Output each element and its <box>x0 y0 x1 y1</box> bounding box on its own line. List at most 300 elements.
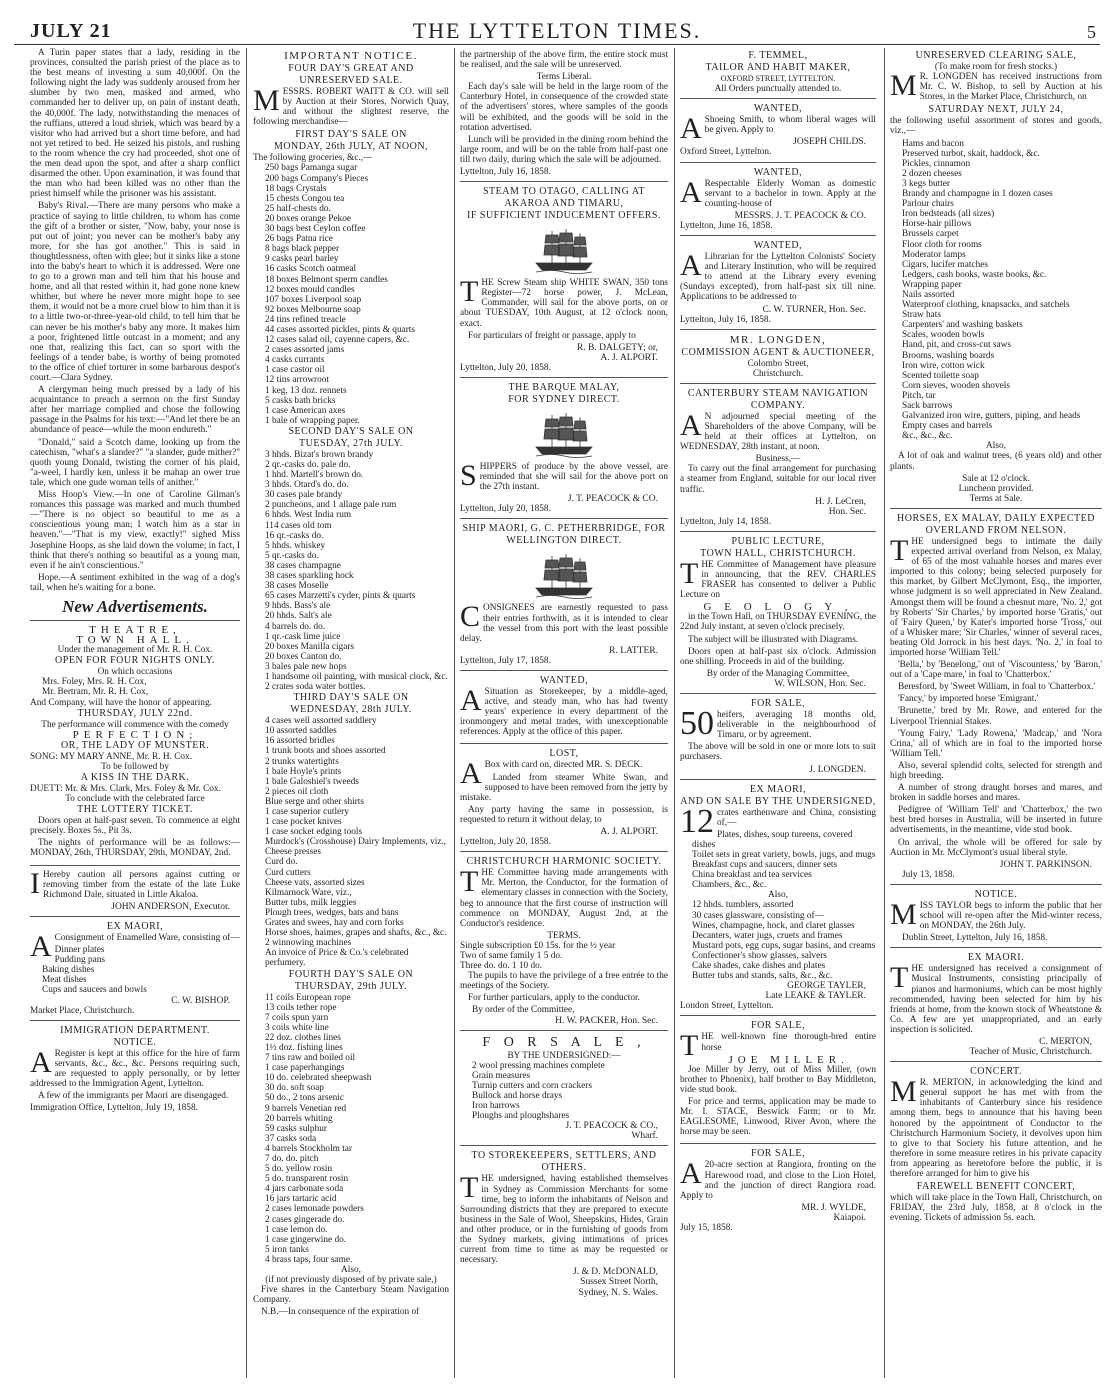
ad-line: Five shares in the Canterbury Steam Navigation Company. <box>253 1285 449 1306</box>
ad-line: THIRD DAY'S SALE ON <box>293 692 409 704</box>
drop-cap: T <box>460 275 479 309</box>
drop-cap: T <box>680 556 699 590</box>
ad-subtitle: BY THE UNDERSIGNED:— <box>507 1050 621 1061</box>
list-item: 13 coils tether rope <box>265 1002 337 1013</box>
ad-body: Respectable Elderly Woman as domestic servant to a bachelor in town. Apply at the counting-house of <box>704 178 876 209</box>
ad-subtitle: NOTICE. <box>113 1036 157 1048</box>
ad-title: UNRESERVED CLEARING SALE, <box>915 50 1077 61</box>
ad-line: PERFECTION; <box>72 728 198 741</box>
ad-line: The nights of performance will be as follows:—MONDAY, 26th, THURSDAY, 29th, MONDAY, 2nd. <box>30 838 240 859</box>
ad-line: Sale at 12 o'clock. <box>962 473 1030 484</box>
list-item: 10 do. celebrated sheepwash <box>265 1073 372 1084</box>
ad-title: IMPORTANT NOTICE. <box>284 50 418 62</box>
list-item: 11 coils European rope <box>265 992 351 1003</box>
list-item: Grates and swees, hay and corn forks <box>265 918 404 929</box>
ad-body: in the Town Hall, on THURSDAY EVENING, the 22nd July instant, at seven o'clock precisely. <box>680 612 876 633</box>
ad-line: Lyttelton, June 16, 1858. <box>680 220 773 231</box>
ad-title: TO STOREKEEPERS, SETTLERS, AND OTHERS. <box>471 1150 657 1174</box>
list-item: 1 hhd. Martell's brown do. <box>265 470 364 481</box>
list-item: 7 do. do. pitch <box>265 1154 319 1164</box>
list-item: 2 cases assorted jams <box>265 345 345 356</box>
list-item: 20 barrels whiting <box>265 1113 333 1124</box>
list-item: 200 bags Company's Pieces <box>265 173 369 184</box>
ad-line: OR, THE LADY OF MUNSTER. <box>60 739 210 751</box>
ad-body: Librarian for the Lyttelton Colonists' Society and Literary Institution, who will be required to attend at the Library every evening (Sundays excepted), from half-past six till nine. Applications to be addressed to <box>680 252 876 303</box>
news-item: Baby's Rival.—There are many persons who make a practice of saying to little children, to whom has come the gift of a brother or sister, "Now, baby, your nose is put out of joint; you never can be mother's baby any more, for she has got another." This is said in thoughtlessness, often with glee; but it sinks like a stone into the baby's heart to which it is addressed. Were one to go to a grown man and tell him that his house and home, and all that rested within it, had gone none knew whither, but where he never more might hope to see them, it would not be a more cruel blow to him than it is to a little two-or-three-year-old child, to tell him that he can never be his mother's baby any more. It makes him a poor, frightened little outcast in a moment; and any one that, realizing this fact, can so sport with the feelings of a tender babe, is worthy of being promoted to the office of chief torturer in some barbarous despot's court.—Clara Sydney. <box>30 201 240 383</box>
ad-signature: H. J. LeCren, <box>815 496 866 507</box>
drop-cap: A <box>460 684 482 717</box>
goods-list <box>890 139 1102 442</box>
list-item: 12 tins arrowroot <box>265 375 330 386</box>
ad-body: 20-acre section at Rangiora, fronting on the Harewood road, and close to the Lion Hotel, and the junction of direct Rangiora road. Apply to <box>680 1160 876 1201</box>
list-item: 5 do. transparent rosin <box>265 1174 349 1185</box>
list-item: 9 hhds. Bass's ale <box>265 601 331 612</box>
steam-otago-ad <box>460 184 668 378</box>
ad-signature: MESSRS. J. T. PEACOCK & CO. <box>734 210 866 221</box>
list-item: 5 iron tanks <box>265 1244 309 1255</box>
list-item: 50 do., 2 tons arsenic <box>265 1093 345 1104</box>
list-item: 9 casks pearl barley <box>265 254 339 265</box>
ad-line: Sussex Street North, <box>580 1277 658 1288</box>
ad-line: FAREWELL BENEFIT CONCERT, <box>916 1181 1076 1193</box>
drop-cap: C <box>460 600 481 634</box>
ad-body: R. LONGDEN has received instructions from Mr. C. W. Bishop, to sell by Auction at his Stores, in the Market Place, Christchurch, on <box>919 72 1102 103</box>
waitt-sale-ad <box>253 48 449 1324</box>
ad-line: Christchurch. <box>752 368 804 379</box>
list-item: 15 chests Congou tea <box>265 193 345 204</box>
ad-body: Shoeing Smith, to whom liberal wages will be given. Apply to <box>704 115 876 136</box>
news-item: A Turin paper states that a lady, residing in the provinces, consulted the parish priest of the place as to the best means of investing a sum 40,000f. On the following night the lady was suddenly aroused from her slumber by two men, masked and armed, who commanded her to deliver up, on pain of instant death, the 40,000f. The lady, notwithstanding the menaces of the ruffians, uttered a loud shriek, which was heard by a visitor who had arrived but a short time before, and had not yet retired to bed. He seized his pistols, and rushing to the room whence the cry had proceeded, shot one of the men dead upon the spot, and after a sharp conflict disarmed the other. Upon examination, it was found that the man who had been killed was no other than the priest himself while the prisoner was his assistant. <box>30 48 240 200</box>
drop-cap: A <box>680 175 702 209</box>
ad-body: The subject will be illustrated with Diagrams. <box>688 634 859 645</box>
ad-line: Lyttelton, July 20, 1858. <box>460 362 551 373</box>
ad-line: FOURTH DAY'S SALE ON <box>288 968 414 980</box>
list-item: Hams and bacon <box>902 138 964 149</box>
list-item: Galvanized iron wire, gutters, piping, and heads <box>902 411 1081 422</box>
list-item: 7 tins raw and boiled oil <box>265 1053 356 1064</box>
list-item: 2 cases lemonade powders <box>265 1204 364 1215</box>
ad-line: THURSDAY, JULY 22nd. <box>77 707 193 719</box>
list-item: 2 trunks watertights <box>265 756 339 767</box>
drop-cap: T <box>890 961 909 995</box>
drop-cap: M <box>890 897 917 931</box>
ad-signature: JOHN T. PARKINSON. <box>999 859 1092 870</box>
drop-cap: M <box>253 84 280 117</box>
enamelled-ware-ad <box>30 919 240 1021</box>
list-item: 4 barrels Stockholm tar <box>265 1143 353 1154</box>
ad-body: HE Committee having made arrangements with Mr. Merton, the Conductor, for the formation of elementary classes in connection with the Society, beg to announce that the first course of instruction will commence on MONDAY, August 2nd, at the Conductor's residence. <box>460 868 668 929</box>
list-item: Decanters, water jugs, cruets and frames <box>692 930 843 941</box>
list-item: 16 qr.-casks do. <box>265 530 324 541</box>
ad-body: ONSIGNEES are earnestly requested to pass their entries forthwith, as it is intended to clear the vessel from this port with the least possible delay. <box>460 603 668 644</box>
list-item: Curd do. <box>265 857 298 868</box>
ship-illustration-icon <box>532 409 596 459</box>
list-item: Iron bedsteads (all sizes) <box>902 209 995 220</box>
harmonic-society-ad <box>460 854 668 1030</box>
list-item: 18 boxes Belmont sperm candles <box>265 274 388 285</box>
ad-signature: Teacher of Music, Christchurch. <box>969 1047 1092 1058</box>
ad-line: (if not previously disposed of by private sale,) <box>265 1275 437 1286</box>
list-item: 2 cases gingerade do. <box>265 1214 345 1225</box>
list-item: 2 winnowing machines <box>265 938 352 949</box>
ad-body: ISS TAYLOR begs to inform the public that her school will re-open after the Mid-winter recess, on MONDAY, the 26th July. <box>919 900 1102 932</box>
list-item: 1 case paperhangings <box>265 1063 345 1074</box>
list-item: 20 boxes Manilla cigars <box>265 641 355 652</box>
barque-malay-ad <box>460 380 668 519</box>
ad-line: July 15, 1858. <box>680 1222 733 1233</box>
list-item: 1 case gingerwine do. <box>265 1234 347 1245</box>
ad-body: The pupils to have the privilege of a free entrée to the meetings of the Society. <box>460 971 668 992</box>
ad-body: For price and terms, application may be made to Mr. I. STACE, Beswick Farm; or to Mr. EAGLESOME, Linwood, River Avon, where the horse may be seen. <box>680 1097 876 1138</box>
list-item: Iron harrows <box>472 1101 520 1112</box>
drop-cap: A <box>30 929 52 963</box>
ad-signature: JOHN ANDERSON, Executor. <box>111 901 230 912</box>
list-item: 1 qr.-cask lime juice <box>265 631 341 642</box>
ad-line: N.B.—In consequence of the expiration of <box>261 1307 420 1318</box>
ad-line: TUESDAY, 27th JULY. <box>299 437 403 449</box>
goods-list <box>253 450 449 692</box>
list-item: 2 crates soda water bottles. <box>265 682 366 693</box>
ad-title: FOR SALE, <box>751 698 805 710</box>
list-item: Butter tubs and stands, salts, &c., &c. <box>692 971 833 982</box>
section-for-sale-ad <box>680 1146 876 1237</box>
drop-number: 50 <box>680 705 714 743</box>
ad-body: 'Brunette,' bred by Mr. Rowe, and entered for the Liverpool Triennial Stakes. <box>890 706 1102 727</box>
ad-body: A few of the immigrants per Maori are disengaged. <box>38 1091 229 1102</box>
list-item: 250 bags Pamanga sugar <box>265 163 358 174</box>
ad-line: A KISS IN THE DARK. <box>80 772 190 783</box>
list-item: 25 half-chests do. <box>265 203 331 214</box>
ad-line: The following groceries, &c.,— <box>253 153 373 164</box>
list-item: 92 boxes Melbourne soap <box>265 304 361 315</box>
list-item: 2 puncheons, and 1 allage pale rum <box>265 500 397 511</box>
ad-body: 'Young Fairy,' 'Lady Rowena,' 'Madcap,' and 'Nora Crina,' all of which are in foal to the imported horse 'William Tell.' <box>890 728 1102 759</box>
ad-signature: MR. J. WYLDE, <box>801 1202 866 1213</box>
ad-subtitle: FOR SYDNEY DIRECT. <box>508 393 620 405</box>
ad-signature: H. W. PACKER, Hon. Sec. <box>555 1015 658 1026</box>
drop-cap: A <box>680 112 702 146</box>
list-item: Sack barrows <box>902 401 953 411</box>
ad-title: FOR SALE, <box>751 1148 805 1160</box>
ad-body: For particulars of freight or passage, apply to <box>468 330 636 341</box>
list-item: Ploughs and ploughshares <box>472 1111 570 1122</box>
list-item: 30 bags best Ceylon coffee <box>265 224 366 235</box>
list-item: Scales, wooden bowls <box>902 330 985 341</box>
list-item: Nails assorted <box>902 289 955 300</box>
list-item: Turnip cutters and corn crackers <box>472 1080 592 1091</box>
list-item: 22 doz. clothes lines <box>265 1032 341 1043</box>
ad-body: Consignment of Enamelled Ware, consisting of— <box>54 932 240 943</box>
ad-line: Also, <box>986 441 1006 452</box>
ad-signature: C. MERTON, <box>1039 1036 1092 1047</box>
list-item: Mustard pots, egg cups, sugar basins, and creams <box>692 940 876 951</box>
list-item: 37 casks soda <box>265 1133 317 1144</box>
goods-list <box>253 716 449 968</box>
list-item: Iron wire, cotton wick <box>902 360 985 371</box>
list-item: 1 case American axes <box>265 405 346 416</box>
drop-cap: T <box>460 865 479 899</box>
list-item: 3 kegs butter <box>902 178 951 189</box>
ad-body: the partnership of the above firm, the entire stock must be realised, and the sale will be unreserved. <box>460 50 668 71</box>
list-item: Grain measures <box>472 1070 531 1081</box>
list-item: Curd cutters <box>265 867 311 878</box>
ad-body: which will take place in the Town Hall, Christchurch, on FRIDAY, the 23rd July, 1858, at 8 o'clock in the evening. Tickets of admission 5s. each. <box>890 1193 1102 1224</box>
list-item: 65 cases Marzetti's cyder, pints & quarts <box>265 591 416 602</box>
ad-body: HE undersigned begs to intimate the daily expected arrival overland from Nelson, ex Malay, of 65 of the most valuable horses and mares ever imported to this colony; being selected purposely for this market, by Gilbert McClymont, Esq., the importer, whose judgment is so well appreciated in New Zealand. Amongst them will be found a chesnut mare, 'No. 2,' got by Roberts' 'Sir Charles,' by imported horse 'Gratis,' out of 'Fairy Queen,' by Kater's imported horse 'Tross,' out of a Whisker mare; 'Sir Charles,' winner of several races, beating Old Jorrock in his best days. 'No. 2,' in foal to imported horse 'William Tell.' <box>890 536 1102 658</box>
ad-line: Lyttelton, July 16, 1858. <box>460 167 551 178</box>
drop-cap: A <box>680 1157 702 1191</box>
list-item: Empty cases and barrels <box>902 421 993 432</box>
ad-body: Hereby caution all persons against cutting or removing timber from the estate of the late Luke Richmond Dale, situated in Little Akaloa. <box>43 869 240 900</box>
ad-body: Pedigree of 'William Tell' and 'Chatterbox,' the two best bred horses in Australia, will be inserted in future advertisements, in the meantime, vide stud book. <box>890 805 1102 836</box>
list-item: 30 cases pale brandy <box>265 490 343 501</box>
ad-subtitle: TOWN HALL. <box>76 634 194 647</box>
ad-line: Lyttelton, July 14, 1858. <box>680 516 771 527</box>
ad-signature: A. J. ALPORT. <box>600 352 658 363</box>
horses-ex-malay-ad <box>890 511 1102 885</box>
ad-line: Also, <box>768 890 788 901</box>
list-item: Cigars, lucifer matches <box>902 259 988 270</box>
ad-body: crates earthenware and China, consisting of,— <box>717 807 876 828</box>
temmel-ad <box>680 48 876 99</box>
list-item: Blue serge and other shirts <box>265 796 364 807</box>
ad-line: SATURDAY NEXT, JULY 24, <box>928 104 1064 116</box>
ad-line: THURSDAY, 29th JULY. <box>294 980 408 992</box>
ad-title: CHRISTCHURCH HARMONIC SOCIETY. <box>466 856 662 868</box>
column-5 <box>890 48 1102 1378</box>
list-item: Murdock's (Crosshouse) Dairy Implements, viz., <box>265 837 447 848</box>
list-item: 16 assorted bridles <box>265 736 335 747</box>
ad-signature: Hon. Sec. <box>828 506 866 517</box>
list-item: Plates, dishes, soup tureens, covered dishes <box>692 829 853 850</box>
ad-line: SONG: MY MARY ANNE, Mr. R. H. Cox. <box>30 751 193 762</box>
ad-signature: GEORGE TAYLER, <box>787 981 866 992</box>
ad-title: MR. LONGDEN, <box>729 333 827 346</box>
list-item: 4 barrels do. do. <box>265 621 326 632</box>
ad-title: PUBLIC LECTURE, <box>731 535 825 547</box>
news-item: Hope.—A sentiment exhibited in the wag of a dog's tail, when he's waiting for a bone. <box>30 572 240 593</box>
list-item: 2 wool pressing machines complete <box>472 1060 605 1071</box>
drop-cap: T <box>680 1029 699 1063</box>
list-item: 1 bale Galoshiel's tweeds <box>265 776 359 787</box>
ad-line: Business,— <box>755 454 801 465</box>
ad-title: EX MAORI, <box>749 783 807 795</box>
goods-list <box>680 900 876 981</box>
list-item: 3 hhds. Bizat's brown brandy <box>265 449 374 460</box>
ad-body: Box with card on, directed MR. S. DECK. <box>484 760 643 771</box>
issue-date: JULY 21 <box>30 20 112 42</box>
section-heading: New Advertisements. <box>30 596 240 621</box>
wanted-storekeeper-ad <box>460 673 668 744</box>
list-item: 20 boxes Canton do. <box>265 651 342 662</box>
ad-body: 'Fancy,' by imported horse 'Emigrant.' <box>898 694 1039 705</box>
ad-line: London Street, Lyttelton. <box>680 1001 774 1012</box>
list-item: Carpenters' and washing baskets <box>902 320 1023 331</box>
list-item: Brandy and champagne in 1 dozen cases <box>902 189 1053 200</box>
ad-line: Also, <box>341 1265 361 1276</box>
ad-title: WANTED, <box>753 240 803 252</box>
list-item: 1 case pocket knives <box>265 817 342 828</box>
ad-line: By order of the Committee, <box>472 1005 575 1016</box>
ad-line: Mrs. Foley, Mrs. R. H. Cox, <box>42 677 147 688</box>
ad-title: IMMIGRATION DEPARTMENT. <box>60 1024 210 1036</box>
list-item: Kilmarnock Ware, viz., <box>265 887 352 898</box>
ad-body: heifers, averaging 18 months old, deliverable in the neighbourhood of Timaru, or by agreement. <box>717 710 876 741</box>
newspaper-title: THE LYTTELTON TIMES. <box>412 18 702 43</box>
ad-body: Joe Miller by Jerry, out of Miss Miller, (own brother to Phoenix), half brother to Bay Middleton, vide stud book. <box>680 1064 876 1095</box>
ad-signature: R. B. DALGETY; or, <box>576 342 658 353</box>
list-item: 44 cases assorted pickles, pints & quarts <box>265 324 416 335</box>
list-item: Parlour chairs <box>902 199 954 210</box>
drop-cap: S <box>460 458 477 492</box>
ad-body: Lunch will be provided in the dining room behind the large room, and will be on the table from half-past one till two daily, during which the sale will be adjourned. <box>460 134 668 165</box>
list-item: Wines, champagne, hock, and claret glasses <box>692 920 855 931</box>
horse-for-sale-ad <box>680 1018 876 1144</box>
list-item: Pudding pans <box>54 955 106 966</box>
ad-body: Register is kept at this office for the hire of farm servants, &c., &c., &c. Persons requiring such, are requested to apply personally, or by letter addressed to the Immigration Agent, Lyttelton. <box>30 1048 240 1089</box>
drop-cap: T <box>460 1171 479 1205</box>
heifers-for-sale-ad <box>680 696 876 780</box>
wanted-librarian-ad <box>680 238 876 330</box>
column-4 <box>680 48 876 1378</box>
list-item: Cheese presses <box>265 847 322 858</box>
ad-body: Each day's sale will be held in the large room of the Canterbury Hotel, in consequence of the crowded state of the advertisers' stores, where samples of the goods will be exhibited, and the goods will be sold in the rotation advertised. <box>460 82 668 133</box>
column-1 <box>30 48 240 1378</box>
ad-line: Terms Liberal. <box>536 72 592 83</box>
ad-signature: Late LEAKE & TAYLER. <box>765 991 866 1002</box>
list-item: 3 coils white line <box>265 1022 329 1033</box>
column-rule <box>884 48 885 1378</box>
ad-line: And Company, will have the honor of appearing. <box>30 697 212 708</box>
drop-number: 12 <box>680 802 714 840</box>
ad-signature: J. LONGDEN. <box>809 764 866 775</box>
list-item: 1 case superior cutlery <box>265 807 349 817</box>
list-item: 5 do. yellow rosin <box>265 1164 333 1175</box>
caution-ad <box>30 868 240 917</box>
drop-cap: T <box>890 533 909 567</box>
ad-line: FIRST DAY'S SALE ON <box>295 129 407 141</box>
list-item: 5 qr.-casks do. <box>265 550 319 561</box>
storekeepers-ad <box>460 1148 668 1301</box>
ad-line: Lyttelton, July 20, 1858. <box>460 504 551 515</box>
list-item: &c., &c., &c. <box>902 431 953 442</box>
list-item: Meat dishes <box>42 975 87 986</box>
list-item: 18 bags Crystals <box>265 183 327 194</box>
waitt-sale-continued <box>460 48 668 182</box>
ad-line: On which occasions <box>97 667 173 678</box>
ad-body: On arrival, the whole will be offered for sale by Auction in Mr. McClymont's usual liberal style. <box>890 837 1102 858</box>
ad-line: WEDNESDAY, 28th JULY. <box>290 704 412 716</box>
column-3 <box>460 48 668 1378</box>
ad-body: N adjourned special meeting of the Shareholders of the above Company, will be held at their offices at Lyttelton, on WEDNESDAY, 28th instant, at noon. <box>680 411 876 453</box>
list-item: 2 dozen cheeses <box>902 168 962 179</box>
ad-signature: R. LATTER. <box>609 645 658 656</box>
theatre-ad <box>30 623 240 866</box>
list-item: China breakfast and tea services <box>692 870 812 881</box>
ad-body: Situation as Storekeeper, by a middle-aged, active, and steady man, who has had twenty years' experience in every department of the ironmongery and metal trades, with unexceptionable references. Apply at the office of this paper. <box>460 687 668 738</box>
ad-body: HE Screw Steam ship WHITE SWAN, 350 tons Register—72 horse power, J. McLean, Commander, will sail for the above ports, on or about TUESDAY, 10th August, at 12 o'clock noon, exact. <box>460 278 668 329</box>
ad-line: SECOND DAY'S SALE ON <box>288 425 414 437</box>
ad-title: SHIP MAORI, G. C. PETHERBRIDGE, FOR WELLINGTON DIRECT. <box>462 523 666 547</box>
ad-line: Market Place, Christchurch. <box>30 1005 135 1016</box>
fee-row: Single subscription £0 15s. for the ½ year <box>460 940 616 951</box>
list-item: 20 boxes orange Pekoe <box>265 213 351 224</box>
list-item: 38 cases champagne <box>265 560 341 571</box>
list-item: 107 boxes Liverpool soap <box>265 294 362 305</box>
ad-signature: Wharf. <box>631 1131 658 1142</box>
ad-title: F O R S A L E , <box>482 1034 646 1050</box>
list-item: An invoice of Price & Co.'s celebrated perfumery. <box>265 948 409 969</box>
ad-title: LOST, <box>549 748 579 760</box>
list-item: Breakfast cups and saucers, dinner sets <box>692 860 838 871</box>
clearing-sale-ad <box>890 48 1102 509</box>
list-item: 3 bales pale new hops <box>265 661 347 672</box>
longden-agent-ad <box>680 332 876 384</box>
ad-title: EX MAORI, <box>106 920 164 932</box>
ad-signature: JOSEPH CHILDS. <box>793 137 866 148</box>
ad-subtitle: AND ON SALE BY THE UNDERSIGNED, <box>680 795 876 807</box>
ad-line: Lyttelton, July 16, 1858. <box>680 314 771 325</box>
list-item: Ledgers, cash books, waste books, &c. <box>902 269 1047 280</box>
news-item: A clergyman being much pressed by a lady of his acquaintance to preach a sermon on the first Sunday after her marriage complied and chose the following passage in the Psalms for his text:—"And let there be an abundance of peace—while the moon endureth." <box>30 385 240 436</box>
list-item: Cake shades, cake dishes and plates <box>692 961 826 971</box>
lost-box-ad <box>460 746 668 852</box>
ad-subtitle: TOWN HALL, CHRISTCHURCH. <box>700 547 856 559</box>
ad-title: F. TEMMEL, <box>748 50 808 61</box>
drop-cap: I <box>30 866 40 900</box>
ad-title: FOR SALE, <box>751 1020 805 1032</box>
list-item: 30 do. soft soap <box>265 1083 324 1094</box>
fee-row: Three do. do. 1 10 do. <box>460 961 543 972</box>
ad-body: Doors open at half-past six o'clock. Admission one shilling. Proceeds in aid of the building. <box>680 646 876 667</box>
ad-line: THE LOTTERY TICKET. <box>77 804 193 816</box>
list-item: 1 case lemon do. <box>265 1224 328 1235</box>
ad-body: For further particulars, apply to the conductor. <box>468 993 640 1004</box>
drop-cap: M <box>890 69 917 103</box>
ad-line: Immigration Office, Lyttelton, July 19, 1858. <box>30 1103 198 1114</box>
list-item: 1 case castor oil <box>265 365 325 376</box>
list-item: Toilet sets in great variety, bowls, jugs, and mugs <box>692 849 876 860</box>
ad-signature: C. W. BISHOP. <box>171 995 230 1006</box>
steam-nav-company-ad <box>680 386 876 532</box>
list-item: Preserved turbot, skait, haddock, &c. <box>902 148 1040 159</box>
ad-line: Dublin Street, Lyttelton, July 16, 1858. <box>902 933 1048 944</box>
ad-line: To be followed by <box>101 761 169 772</box>
list-item: 1 bale of wrapping paper. <box>265 415 360 426</box>
ad-subtitle: COMMISSION AGENT & AUCTIONEER, <box>681 346 875 358</box>
ad-line: Mr. Bertram, Mr. R. H. Cox, <box>42 687 149 698</box>
ad-line: TERMS. <box>547 930 581 941</box>
column-2 <box>253 48 449 1378</box>
ad-signature: A. J. ALPORT. <box>600 827 658 838</box>
school-notice-ad <box>890 887 1102 948</box>
ad-line: Kaiapoi. <box>833 1212 866 1223</box>
list-item: 6 hhds. West India rum <box>265 510 352 521</box>
list-item: Pitch, tar <box>902 390 936 401</box>
ad-title: HORSES, EX MALAY, DAILY EXPECTED OVERLAND FROM NELSON. <box>897 512 1095 536</box>
list-item: 12 boxes mould candles <box>265 284 355 295</box>
ad-line: OXFORD STREET, LYTTELTON. <box>720 74 836 83</box>
ad-body: HE Committee of Management have pleasure in announcing, that the REV. CHARLES FRASER has consented to deliver a Public Lecture on <box>680 559 876 601</box>
list-item: Waterproof clothing, knapsacks, and satchels <box>902 300 1070 311</box>
column-rule <box>246 48 247 1378</box>
list-item: Straw hats <box>902 310 941 321</box>
ad-line: DUETT: Mr. & Mrs. Clark, Mrs. Foley & Mr. Cox. <box>30 784 221 794</box>
list-item: 24 tins refined treacle <box>265 314 346 325</box>
list-item: Cups and saucers and bowls <box>42 985 147 996</box>
list-item: 12 hhds. tumblers, assorted <box>692 900 794 911</box>
fee-row: Two of same family 1 5 do. <box>460 950 563 961</box>
